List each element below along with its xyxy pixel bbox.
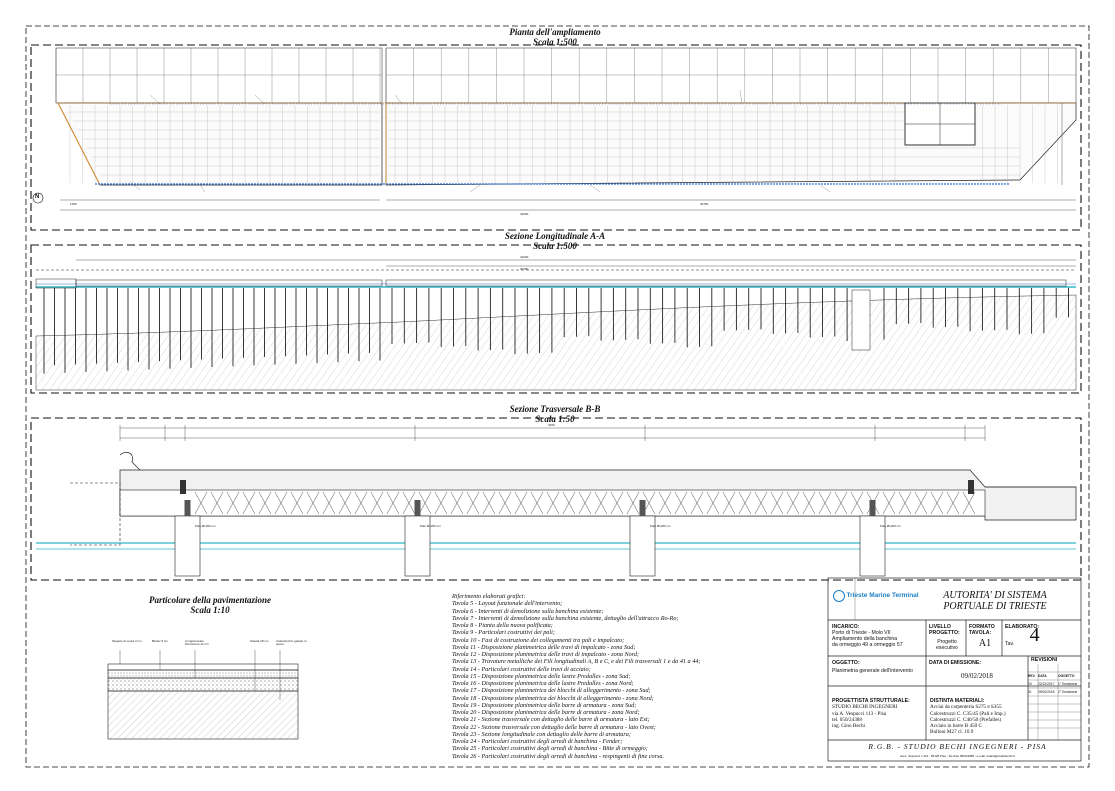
authority (915, 590, 1075, 612)
detail-scale: Scala 1:10 (190, 605, 230, 615)
detail-layer-label: Binder 5 cm (152, 639, 169, 643)
logo-text: Trieste Marine Terminal (846, 592, 919, 599)
logo-icon (833, 590, 845, 602)
reference-item: Tavola 10 - Fasi di costruzione dei collegamenti tra pali e impalcato; (452, 636, 625, 644)
formato-value: A1 (978, 638, 992, 649)
rev-cell: 2° Emissione (1058, 690, 1078, 694)
rev-cell: 22/12/2017 (1038, 682, 1055, 686)
long-section-title (455, 231, 655, 251)
materiali-label: DISTINTA MATERIALI: (930, 698, 985, 704)
long-section-scale: Scala 1:500 (533, 241, 577, 251)
oggetto-value: Planimetria generale dell'intervento (832, 668, 913, 674)
reference-item: Tavola 13 - Travature metalliche dei Fili longitudinali A, B e C, e dei Fili trasversali 1 e da 41 a 44; (452, 658, 701, 666)
rev-cell: 1° Emissione (1058, 682, 1078, 686)
authority-line-1: AUTORITA' DI SISTEMA (943, 590, 1047, 601)
transverse-section (36, 425, 1076, 576)
plan-mid-dim: 40750 (700, 202, 709, 206)
detail-title-text: Particolare della pavimentazione (149, 595, 271, 605)
livello (929, 624, 965, 651)
incarico-label: INCARICO: (832, 624, 860, 630)
long-total-dim: 41000 (520, 255, 529, 259)
elaborato (1005, 624, 1079, 647)
reference-item: Tavola 6 - Interventi di demolizione sulla banchina esistente; (452, 607, 604, 615)
pile-connection (415, 500, 421, 516)
rev-header-row (1028, 672, 1081, 680)
reference-item: Tavola 16 - Disposizione planimetrica delle lastre Predalles - zona Nord; (452, 680, 634, 687)
detail-layer-label: Conglomerato bituminoso 12 cm (185, 639, 209, 647)
rev-row (1028, 688, 1081, 696)
rev-row (1028, 680, 1081, 688)
trans-section-title-text: Sezione Trasversale B-B (509, 404, 601, 414)
logo (833, 590, 919, 602)
rev-header-cell: REV. (1028, 674, 1036, 678)
longitudinal-section (36, 260, 1076, 390)
incarico-line: da ormeggio 49 a ormeggio 57 (832, 642, 903, 648)
data-value: 09/02/2018 (961, 672, 993, 680)
references-header: Riferimento elaborati grafici: (452, 593, 526, 600)
oggetto (832, 660, 913, 674)
pile-label-1: Palo Ø1200 cm (195, 524, 216, 528)
materiali-line: Bulloni M27 cl. 10.9 (930, 729, 974, 736)
progettista-line: tel. 050/24388 (832, 716, 862, 723)
data-emissione (929, 660, 1025, 679)
progettista-line: via A. Vespucci 113 - Pisa (832, 710, 887, 717)
tav-number: 4 (1029, 624, 1040, 646)
rev-cell: 01 (1028, 690, 1032, 694)
long-section-title-text: Sezione Longitudinale A-A (504, 231, 606, 241)
incarico-line: Ampliamento della banchina (832, 636, 898, 642)
data-label: DATA DI EMISSIONE: (929, 660, 982, 666)
incarico-line: Porto di Trieste - Molo VII (832, 630, 891, 636)
plan-total-dim: 41000 (520, 212, 529, 216)
detail-title (110, 595, 310, 615)
pile-connection (870, 500, 876, 516)
progettista-line: STUDIO BECHI INGEGNERI (832, 704, 898, 711)
reference-item: Tavola 26 - Particolari costruttivi degli arredi di banchina - respingenti di fine corsa. (452, 752, 665, 760)
pile-label-2: Palo Ø1200 cm (420, 524, 441, 528)
revisioni-label: REVISIONI (1031, 657, 1058, 663)
studio-footer: R.G.B. - STUDIO BECHI INGEGNERI - PISA (868, 742, 1047, 751)
elaborato-label: ELABORATO: (1005, 624, 1040, 630)
trans-total-dim: 3250 (548, 423, 555, 427)
reference-item: Tavola 15 - Disposizione planimetrica delle lastre Predalles - zona Sud; (452, 672, 631, 680)
materiali-line: Calcestruzzi C. C40/50 (Prefalles) (930, 716, 1002, 723)
reference-item: Tavola 23 - Sezione longitudinale con dettaglio delle barre di armatura; (452, 730, 631, 738)
reference-item: Tavola 18 - Disposizione planimetrica dei blocchi di alleggerimento - zona Nord; (452, 694, 654, 702)
reference-item: Tavola 12 - Disposizione planimetrica delle travi di impalcato - zona Nord; (452, 651, 640, 658)
trans-section-title (455, 404, 655, 424)
detail-layer-label: Soletta 28 cm (250, 639, 269, 643)
reference-item: Tavola 11 - Disposizione planimetrica delle travi di impalcato - zona Sud; (452, 643, 636, 651)
reference-item: Tavola 8 - Pianta della nuova palificata; (452, 622, 553, 629)
long-mid-dim: 40750 (520, 267, 529, 271)
materiali-line: Acciai da carpenteria S275 e S355 (930, 704, 1002, 711)
revisioni (1031, 657, 1057, 663)
oggetto-label: OGGETTO: (832, 660, 860, 666)
studio-footer-sub: via A. Vespucci n.113 - 56125 Pisa - Tel./Fax 050/24388 - e-mail: studio@studiobechi.it (899, 754, 1016, 758)
pile-label-3: Palo Ø1200 cm (650, 524, 671, 528)
pile-connection (185, 500, 191, 516)
plan-view (33, 48, 1076, 210)
north-arrow-icon: N (35, 194, 40, 200)
progettista-line: ing. Gino Bechi (832, 723, 865, 730)
incarico (832, 624, 903, 648)
pile-label-4: Palo Ø1200 cm (880, 524, 901, 528)
authority-line-2: PORTUALE DI TRIESTE (943, 601, 1047, 612)
materiali-line: Acciaio in barre B 450 C (930, 723, 983, 730)
rev-header-cell: DATA (1038, 674, 1047, 678)
trans-section-scale: Scala 1:50 (535, 414, 575, 424)
tav-label: Tav. (1005, 641, 1015, 647)
reference-item: Tavola 21 - Sezione trasversale con dettaglio delle barre di armatura - lato Est; (452, 716, 650, 724)
reference-item: Tavola 20 - Disposizione planimetrica delle barre di armatura - zona Nord; (452, 709, 640, 716)
formato-label: FORMATO TAVOLA: (969, 624, 995, 636)
reference-item: Tavola 7 - Interventi di demolizione sulla banchina esistente, dettaglio dell'attracco Ro-Ro; (452, 614, 679, 622)
rev-cell: 09/02/2018 (1038, 690, 1055, 694)
reference-item: Tavola 17 - Disposizione planimetrica dei blocchi di alleggerimento - zona Sud; (452, 687, 651, 695)
revisions-table (1028, 672, 1081, 696)
plan-scale: Scala 1:500 (533, 37, 577, 47)
rev-header-cell: OGGETTO (1058, 674, 1075, 678)
livello-label: LIVELLO PROGETTO: (929, 624, 960, 636)
reference-item: Tavola 24 - Particolari costruttivi degli arredi di banchina - Fender; (452, 738, 623, 745)
plan-left-dim: 1250 (70, 202, 77, 206)
reference-item: Tavola 22 - Sezione trasversale con dettaglio delle barre di armatura - lato Ovest; (452, 723, 656, 731)
livello-value: Progetto esecutivo (936, 639, 958, 651)
rev-cell: 00 (1028, 682, 1032, 686)
materiali (930, 698, 1006, 736)
references-list (452, 593, 822, 760)
materiali-line: Calcestruzzi C. C35/45 (Pali e Imp.) (930, 710, 1006, 717)
reference-item: Tavola 19 - Disposizione planimetrica delle barre di armatura - zona Sud; (452, 701, 637, 709)
formato (969, 624, 1001, 650)
pavement-detail (108, 650, 298, 739)
detail-layer-label: Calcestruzzo gettato in opera (276, 639, 307, 647)
reference-item: Tavola 25 - Particolari costruttivi degli arredi di banchina - Bitte di ormeggio; (452, 745, 648, 753)
progettista (832, 698, 910, 729)
reference-item: Tavola 9 - Particolari costruttivi dei pali; (452, 629, 555, 637)
plan-title-text: Pianta dell'ampliamento (509, 27, 601, 37)
pile-connection (640, 500, 646, 516)
progettista-label: PROGETTISTA STRUTTURALE: (832, 698, 910, 704)
reference-item: Tavola 5 - Layout funzionale dell'intervento; (452, 600, 563, 608)
plan-title (455, 27, 655, 47)
reference-item: Tavola 14 - Particolari costruttivi delle travi di acciaio; (452, 665, 591, 673)
detail-layer-label: Tappeto di usura 3 cm (112, 639, 142, 643)
